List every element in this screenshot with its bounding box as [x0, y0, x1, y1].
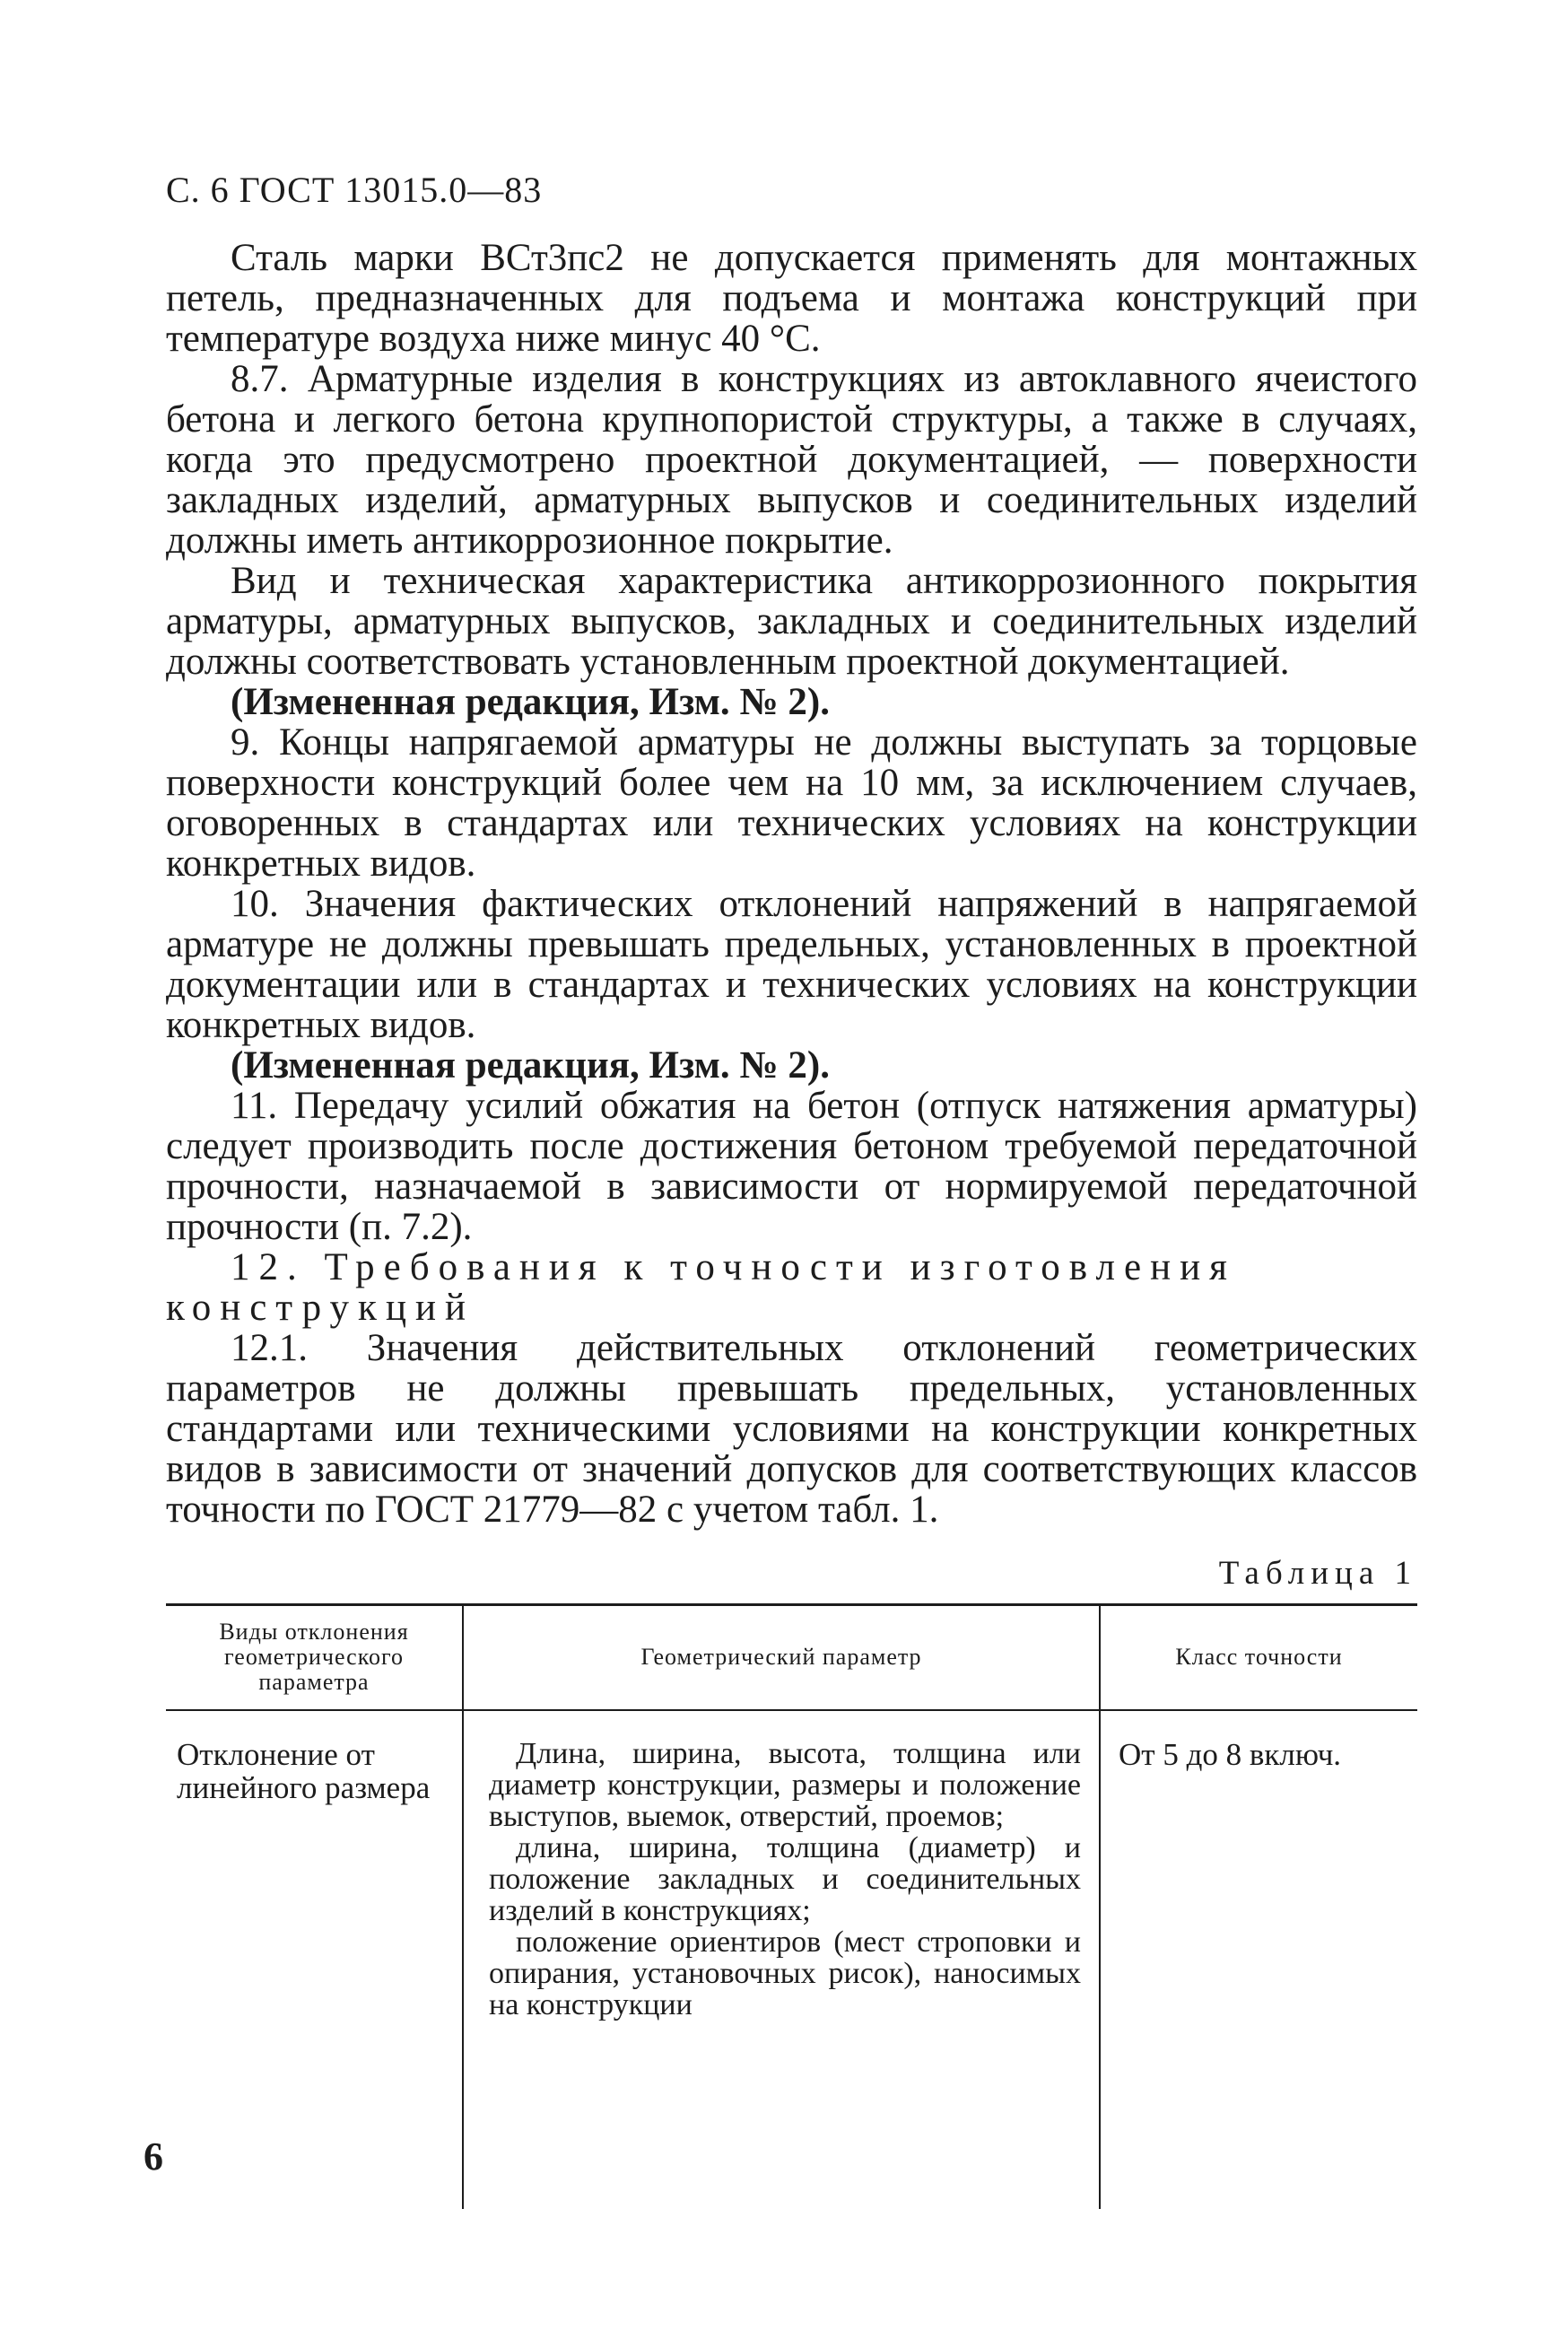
paragraph: 10. Значения фактических отклонений напряжений в напрягаемой арматуре не должны превышать предельных, установленных в проектной документации или в стандартах и технических условиях на конструкции конкретных видов. [166, 883, 1417, 1046]
parameter-item: длина, ширина, толщина (диаметр) и положение закладных и соединительных изделий в конструкциях; [489, 1831, 1081, 1927]
table-cell-geometric-parameter [489, 1738, 1081, 2021]
table-header-rule [166, 1709, 1417, 1711]
parameter-item: Длина, ширина, высота, толщина или диаметр конструкции, размеры и положение выступов, выемок, отверстий, проемов; [489, 1737, 1081, 1833]
table-column-divider [462, 1603, 464, 2209]
paragraph: 12.1. Значения действительных отклонений геометрических параметров не должны превышать предельных, установленных стандартами или техническими условиями на конструкции конкретных видов в зависимости от значений допусков для соответствующих классов точности по ГОСТ 21779—82 с учетом табл. 1. [166, 1327, 1417, 1531]
table-top-rule [166, 1603, 1417, 1606]
amendment-note: (Измененная редакция, Изм. № 2). [231, 1044, 830, 1087]
body-text [166, 238, 1417, 1530]
paragraph: Сталь марки ВСт3пс2 не допускается применять для монтажных петель, предназначенных для подъема и монтажа конструкций при температуре воздуха ниже минус 40 °С. [166, 237, 1417, 360]
paragraph: 9. Концы напрягаемой арматуры не должны выступать за торцовые поверхности конструкций более чем на 10 мм, за исключением случаев, оговоренных в стандартах или технических условиях на конструкции конкретных видов. [166, 721, 1417, 885]
table-cell-accuracy-class: От 5 до 8 включ. [1119, 1737, 1342, 1772]
paragraph: Вид и техническая характеристика антикоррозионного покрытия арматуры, арматурных выпусков, закладных и соединительных изделий должны соответствовать установленным проектной документацией. [166, 560, 1417, 683]
parameter-item: положение ориентиров (мест строповки и опирания, установочных рисок), наносимых на конструкции [489, 1925, 1081, 2021]
section-heading: 12. Требования к точности изготовления конструкций [166, 1246, 1236, 1329]
table-header-geometric-parameter: Геометрический параметр [640, 1644, 922, 1670]
page-number: 6 [144, 2135, 163, 2178]
table [166, 1603, 1417, 2209]
page-header: С. 6 ГОСТ 13015.0—83 [166, 170, 543, 210]
table-cell-deviation-type: Отклонение от линейного размера [177, 1737, 431, 1805]
table-header-deviation-type: Виды отклонения геометрического параметра [219, 1619, 409, 1695]
paragraph: 11. Передачу усилий обжатия на бетон (отпуск натяжения арматуры) следует производить после достижения бетоном требуемой передаточной прочности, назначаемой в зависимости от нормируемой передаточной прочности (п. 7.2). [166, 1085, 1417, 1248]
amendment-note: (Измененная редакция, Изм. № 2). [231, 681, 830, 723]
table-column-divider [1099, 1603, 1101, 2209]
table-header-accuracy-class: Класс точности [1175, 1644, 1343, 1670]
paragraph: 8.7. Арматурные изделия в конструкциях из автоклавного ячеистого бетона и легкого бетона крупнопористой структуры, а также в случаях, когда это предусмотрено проектной документацией, — поверхности закладных изделий, арматурных выпусков и соединительных изделий должны иметь антикоррозионное покрытие. [166, 358, 1417, 562]
table-caption: Таблица 1 [1218, 1555, 1417, 1592]
